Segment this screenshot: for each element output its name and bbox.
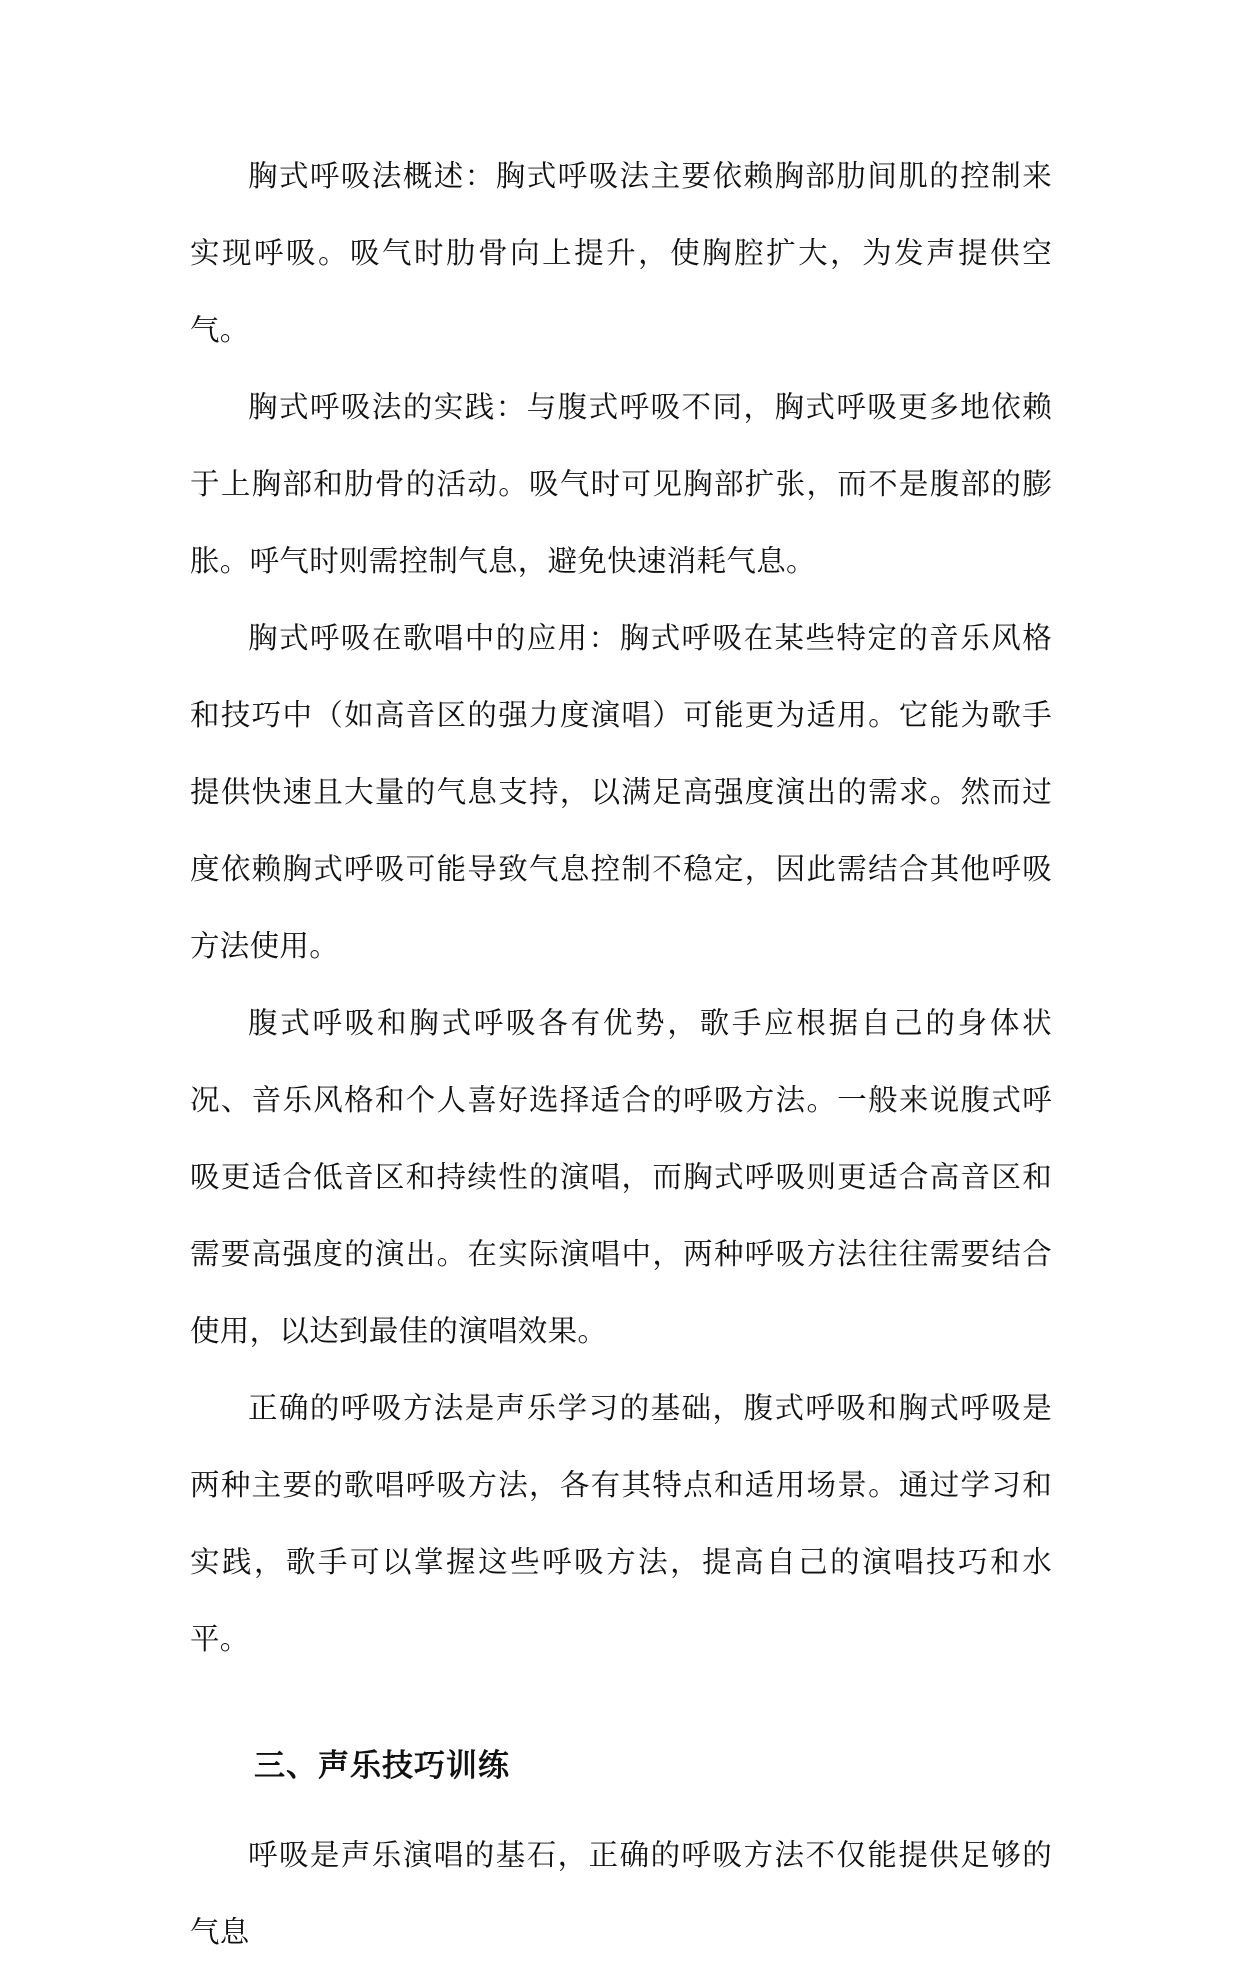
paragraph-section-intro: 呼吸是声乐演唱的基石，正确的呼吸方法不仅能提供足够的气息 xyxy=(190,1838,1052,1949)
paragraph-breathing-summary: 正确的呼吸方法是声乐学习的基础，腹式呼吸和胸式呼吸是两种主要的歌唱呼吸方法，各有其特点和适用场景。通过学习和实践，歌手可以掌握这些呼吸方法，提高自己的演唱技巧和水平。 xyxy=(190,1391,1052,1656)
paragraph-chest-breathing-overview: 胸式呼吸法概述：胸式呼吸法主要依赖胸部肋间肌的控制来实现呼吸。吸气时肋骨向上提升，使胸腔扩大，为发声提供空气。 xyxy=(190,159,1052,347)
document-body xyxy=(190,138,1052,1971)
paragraph-chest-breathing-application: 胸式呼吸在歌唱中的应用：胸式呼吸在某些特定的音乐风格和技巧中（如高音区的强力度演唱）可能更为适用。它能为歌手提供快速且大量的气息支持，以满足高强度演出的需求。然而过度依赖胸式呼吸可能导致气息控制不稳定，因此需结合其他呼吸方法使用。 xyxy=(190,621,1052,963)
paragraph-chest-breathing-practice: 胸式呼吸法的实践：与腹式呼吸不同，胸式呼吸更多地依赖于上胸部和肋骨的活动。吸气时可见胸部扩张，而不是腹部的膨胀。呼气时则需控制气息，避免快速消耗气息。 xyxy=(190,390,1052,578)
paragraph-breathing-comparison: 腹式呼吸和胸式呼吸各有优势，歌手应根据自己的身体状况、音乐风格和个人喜好选择适合的呼吸方法。一般来说腹式呼吸更适合低音区和持续性的演唱，而胸式呼吸则更适合高音区和需要高强度的演出。在实际演唱中，两种呼吸方法往往需要结合使用，以达到最佳的演唱效果。 xyxy=(190,1006,1052,1348)
section-heading: 三、声乐技巧训练 xyxy=(254,1748,510,1784)
